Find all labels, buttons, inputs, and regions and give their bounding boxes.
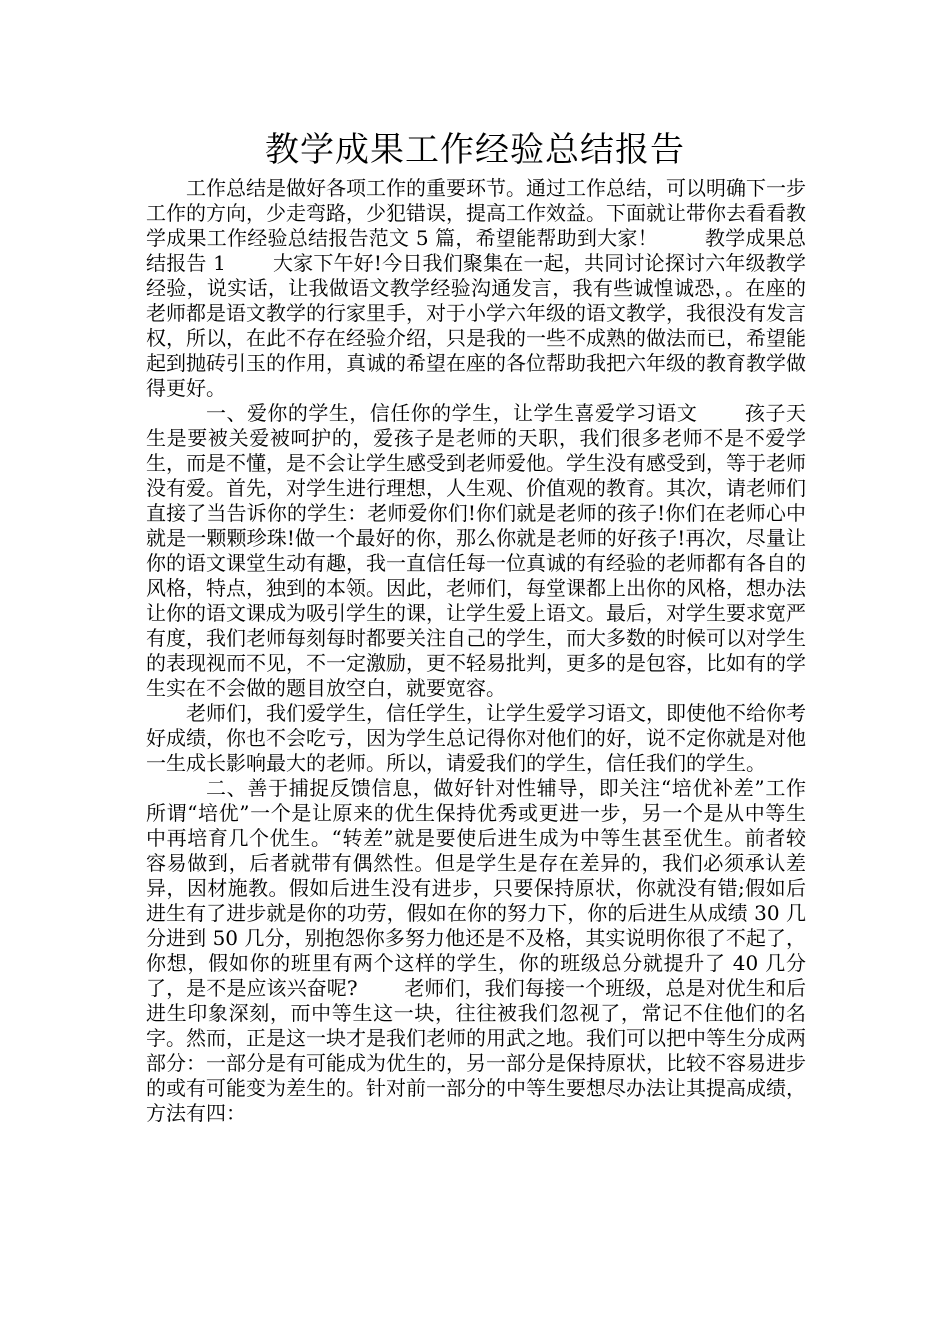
document-title: 教学成果工作经验总结报告 xyxy=(265,130,685,170)
paragraph-section-two: 二、善于捕捉反馈信息，做好针对性辅导，即关注“培优补差”工作 所谓“培优”一个是让原来的优生保持优秀或更进一步，另一个是从中等生中再培育几个优生。“转差”就是要使后进生成为中等生甚至优生。前者较容易做到，后者就带有偶然性。但是学生是存在差异的，我们必须承认差异，因材施教。假如后进生没有进步，只要保持原状，你就没有错;假如后进生有了进步就是你的功劳，假如在你的努力下，你的后进生从成绩 30 几分进到 50 几分，别抱怨你多努力他还是不及格，其实说明你很了不起了，你想，假如你的班里有两个这样的学生，你的班级总分就提升了 40 几分了，是不是应该兴奋呢? 老师们，我们每接一个班级，总是对优生和后进生印象深刻，而中等生这一块，往往被我们忽视了，常记不住他们的名字。然而，正是这一块才是我们老师的用武之地。我们可以把中等生分成两部分：一部分是有可能成为优生的，另一部分是保持原状，比较不容易进步的或有可能变为差生的。针对前一部分的中等生要想尽办法让其提高成绩，方法有四： xyxy=(146,776,853,1125)
paragraph-section-one: 一、爱你的学生，信任你的学生，让学生喜爱学习语文 孩子天生是要被关爱被呵护的，爱孩子是老师的天职，我们很多老师不是不爱学生，而是不懂，是不会让学生感受到老师爱他。学生没有感受到，等于老师没有爱。首先，对学生进行理想，人生观、价值观的教育。其次，请老师们直接了当告诉你的学生：老师爱你们!你们就是老师的孩子!你们在老师心中就是一颗颗珍珠!做一个最好的你，那么你就是老师的好孩子!再次，尽量让你的语文课堂生动有趣，我一直信任每一位真诚的有经验的老师都有各自的风格，特点，独到的本领。因此，老师们，每堂课都上出你的风格，想办法让你的语文课成为吸引学生的课，让学生爱上语文。最后，对学生要求宽严有度，我们老师每刻每时都要关注自己的学生，而大多数的时候可以对学生的表现视而不见，不一定激励，更不轻易批判，更多的是包容，比如有的学生实在不会做的题目放空白，就要宽容。 xyxy=(146,401,806,700)
paragraph-intro: 工作总结是做好各项工作的重要环节。通过工作总结，可以明确下一步工作的方向，少走弯路，少犯错误，提高工作效益。下面就让带你去看看教学成果工作经验总结报告范文 5 篇，希望能帮助到大家！ 教学成果总结报告 1 大家下午好!今日我们聚集在一起，共同讨论探讨六年级教学经验，说实话，让我做语文教学经验沟通发言，我有些诚惶诚恐，。在座的老师都是语文教学的行家里手，对于小学六年级的语文教学，我很没有发言权，所以，在此不存在经验介绍，只是我的一些不成熟的做法而已，希望能起到抛砖引玉的作用，真诚的希望在座的各位帮助我把六年级的教育教学做得更好。 xyxy=(146,176,806,400)
document-body xyxy=(146,176,853,1126)
paragraph-teachers: 老师们，我们爱学生，信任学生，让学生爱学习语文，即使他不给你考好成绩，你也不会吃亏，因为学生总记得你对他们的好，说不定你就是对他一生成长影响最大的老师。所以，请爱我们的学生，信任我们的学生。 xyxy=(146,701,806,775)
